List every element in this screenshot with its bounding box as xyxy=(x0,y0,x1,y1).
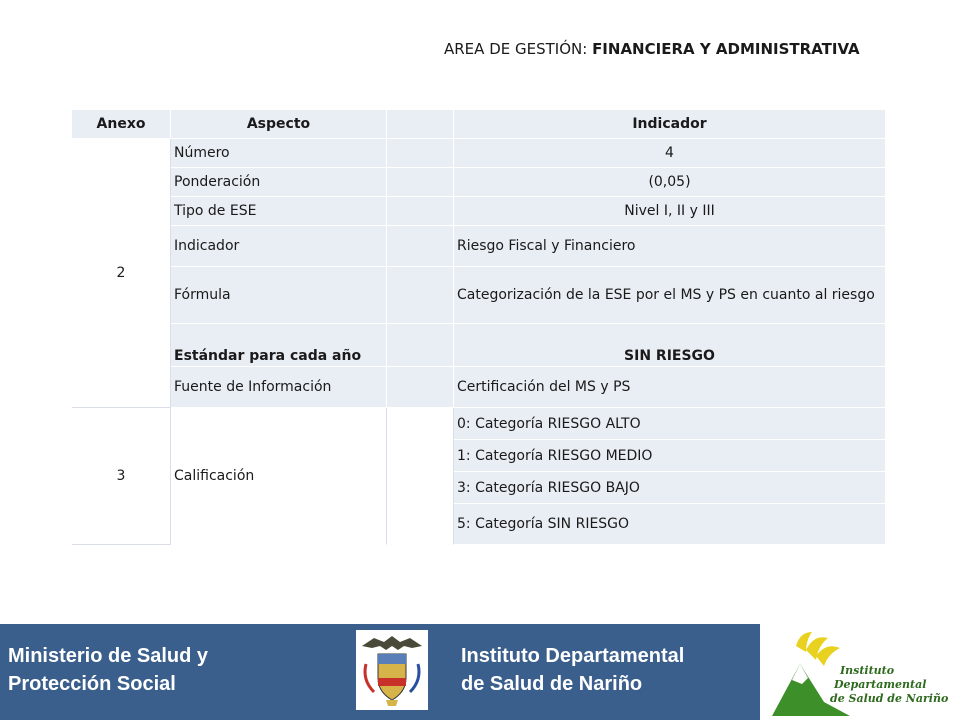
table-row xyxy=(72,408,886,440)
aspecto-cell: Tipo de ESE xyxy=(171,197,387,226)
indicador-cell: (0,05) xyxy=(454,168,886,197)
table-header-row xyxy=(72,110,886,139)
ministry-line-1: Ministerio de Salud y xyxy=(8,645,209,667)
blank-cell xyxy=(387,367,454,408)
aspecto-cell: Estándar para cada año xyxy=(171,324,387,367)
blank-cell xyxy=(387,408,454,545)
table-row xyxy=(72,324,886,367)
blank-cell xyxy=(387,168,454,197)
ministry-line-2: Protección Social xyxy=(8,673,176,695)
calificacion-item: 0: Categoría RIESGO ALTO xyxy=(454,408,886,440)
area-title xyxy=(444,40,860,58)
indicador-cell: 4 xyxy=(454,139,886,168)
blank-cell xyxy=(387,267,454,324)
calificacion-cell: Calificación xyxy=(171,408,387,545)
footer-bar xyxy=(0,624,960,720)
logo-text-2: Departamental xyxy=(834,678,927,691)
area-value: FINANCIERA Y ADMINISTRATIVA xyxy=(592,40,860,58)
logo-text-3: de Salud de Nariño xyxy=(830,692,949,705)
blank-cell xyxy=(387,197,454,226)
blank-cell xyxy=(387,139,454,168)
ministry-name xyxy=(8,642,208,698)
table-row xyxy=(72,168,886,197)
table-row xyxy=(72,267,886,324)
calificacion-item: 3: Categoría RIESGO BAJO xyxy=(454,472,886,504)
header-aspecto: Aspecto xyxy=(171,110,387,139)
aspecto-cell: Número xyxy=(171,139,387,168)
coat-of-arms-logo xyxy=(356,630,428,710)
table-row xyxy=(72,197,886,226)
calificacion-item: 5: Categoría SIN RIESGO xyxy=(454,504,886,545)
aspecto-cell: Ponderación xyxy=(171,168,387,197)
blank-cell xyxy=(387,324,454,367)
aspecto-cell: Fórmula xyxy=(171,267,387,324)
indicador-cell: Certificación del MS y PS xyxy=(454,367,886,408)
table-row xyxy=(72,367,886,408)
institute-logo xyxy=(762,624,960,720)
coat-of-arms-icon xyxy=(356,630,428,710)
indicator-table xyxy=(72,110,886,545)
logo-text-1: Instituto xyxy=(840,664,895,677)
indicador-cell: Nivel I, II y III xyxy=(454,197,886,226)
indicador-cell: Categorización de la ESE por el MS y PS en cuanto al riesgo xyxy=(454,267,886,324)
institute-logo-icon xyxy=(762,624,960,720)
table-row xyxy=(72,139,886,168)
anexo-3-cell: 3 xyxy=(72,408,171,545)
header-anexo: Anexo xyxy=(72,110,171,139)
aspecto-cell: Indicador xyxy=(171,226,387,267)
header-indicador: Indicador xyxy=(454,110,886,139)
institute-line-2: de Salud de Nariño xyxy=(461,673,643,695)
blank-cell xyxy=(387,226,454,267)
anexo-2-cell: 2 xyxy=(72,139,171,408)
calificacion-item: 1: Categoría RIESGO MEDIO xyxy=(454,440,886,472)
institute-line-1: Instituto Departamental xyxy=(461,645,685,667)
institute-name xyxy=(461,642,684,698)
aspecto-cell: Fuente de Información xyxy=(171,367,387,408)
header-blank xyxy=(387,110,454,139)
indicador-cell: Riesgo Fiscal y Financiero xyxy=(454,226,886,267)
indicador-cell: SIN RIESGO xyxy=(454,324,886,367)
table-row xyxy=(72,226,886,267)
area-label: AREA DE GESTIÓN: xyxy=(444,40,588,58)
